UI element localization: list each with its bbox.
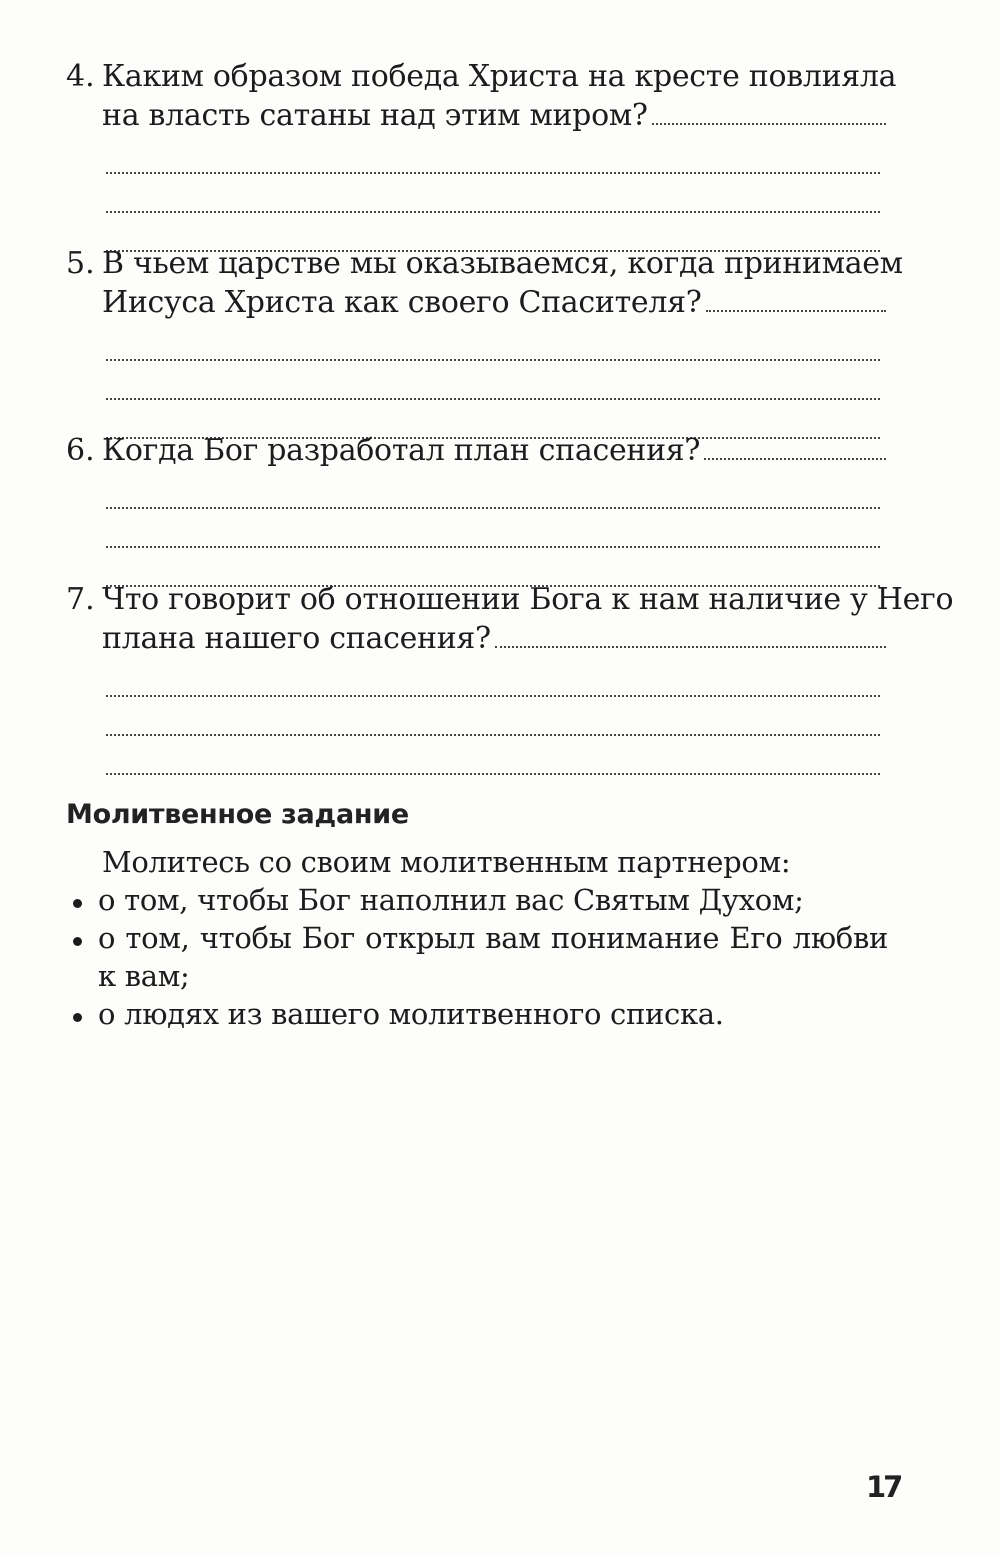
question-6-answer-line[interactable] [106, 509, 880, 548]
question-5-line-2 [66, 283, 886, 322]
question-5-answer-fill[interactable] [706, 308, 886, 312]
question-7-text-2: плана нашего спасения? [102, 621, 491, 656]
question-5 [66, 244, 903, 439]
question-7-line-1 [66, 580, 954, 619]
bullet-icon [73, 899, 82, 908]
question-7 [66, 580, 954, 775]
question-6-answer-line[interactable] [106, 470, 880, 509]
question-6-number: 6. [66, 433, 95, 468]
prayer-list [70, 881, 888, 1033]
question-4-answer-fill[interactable] [652, 121, 886, 125]
prayer-item [70, 995, 888, 1033]
question-7-line-2 [66, 619, 886, 658]
prayer-item-text: о людях из вашего молитвенного списка. [98, 997, 724, 1031]
bullet-icon [73, 1013, 82, 1022]
question-6-line-1 [66, 431, 886, 470]
question-4-answer-line[interactable] [106, 135, 880, 174]
question-5-text-1: В чьем царстве мы оказываемся, когда принимаем [102, 246, 903, 281]
question-4 [66, 57, 897, 252]
prayer-item [70, 881, 888, 919]
question-4-answer-line[interactable] [106, 174, 880, 213]
question-6-answer-fill[interactable] [704, 456, 886, 460]
question-5-answer-line[interactable] [106, 322, 880, 361]
question-6-text: Когда Бог разработал план спасения? [102, 433, 701, 468]
prayer-item-text: о том, чтобы Бог наполнил вас Святым Духом; [98, 883, 804, 917]
question-7-answer-fill[interactable] [495, 644, 886, 648]
question-7-answer-line[interactable] [106, 658, 880, 697]
question-5-number: 5. [66, 246, 95, 281]
question-7-text-1: Что говорит об отношении Бога к нам наличие у Него [102, 582, 954, 617]
question-4-text-2: на власть сатаны над этим миром? [102, 98, 648, 133]
prayer-item-text: о том, чтобы Бог открыл вам понимание Его любви к вам; [98, 921, 888, 993]
question-4-text-1: Каким образом победа Христа на кресте повлияла [102, 59, 897, 94]
question-5-text-2: Иисуса Христа как своего Спасителя? [102, 285, 702, 320]
question-4-line-2 [66, 96, 886, 135]
prayer-item [70, 919, 888, 995]
question-7-answer-line[interactable] [106, 697, 880, 736]
bullet-icon [73, 937, 82, 946]
prayer-section-title: Молитвенное задание [66, 799, 409, 830]
question-7-answer-line[interactable] [106, 736, 880, 775]
question-5-line-1 [66, 244, 903, 283]
question-5-answer-line[interactable] [106, 361, 880, 400]
question-6 [66, 431, 886, 587]
question-7-number: 7. [66, 582, 95, 617]
page-number: 17 [866, 1470, 901, 1504]
question-4-number: 4. [66, 59, 95, 94]
prayer-intro: Молитесь со своим молитвенным партнером: [102, 845, 791, 879]
question-4-line-1 [66, 57, 897, 96]
